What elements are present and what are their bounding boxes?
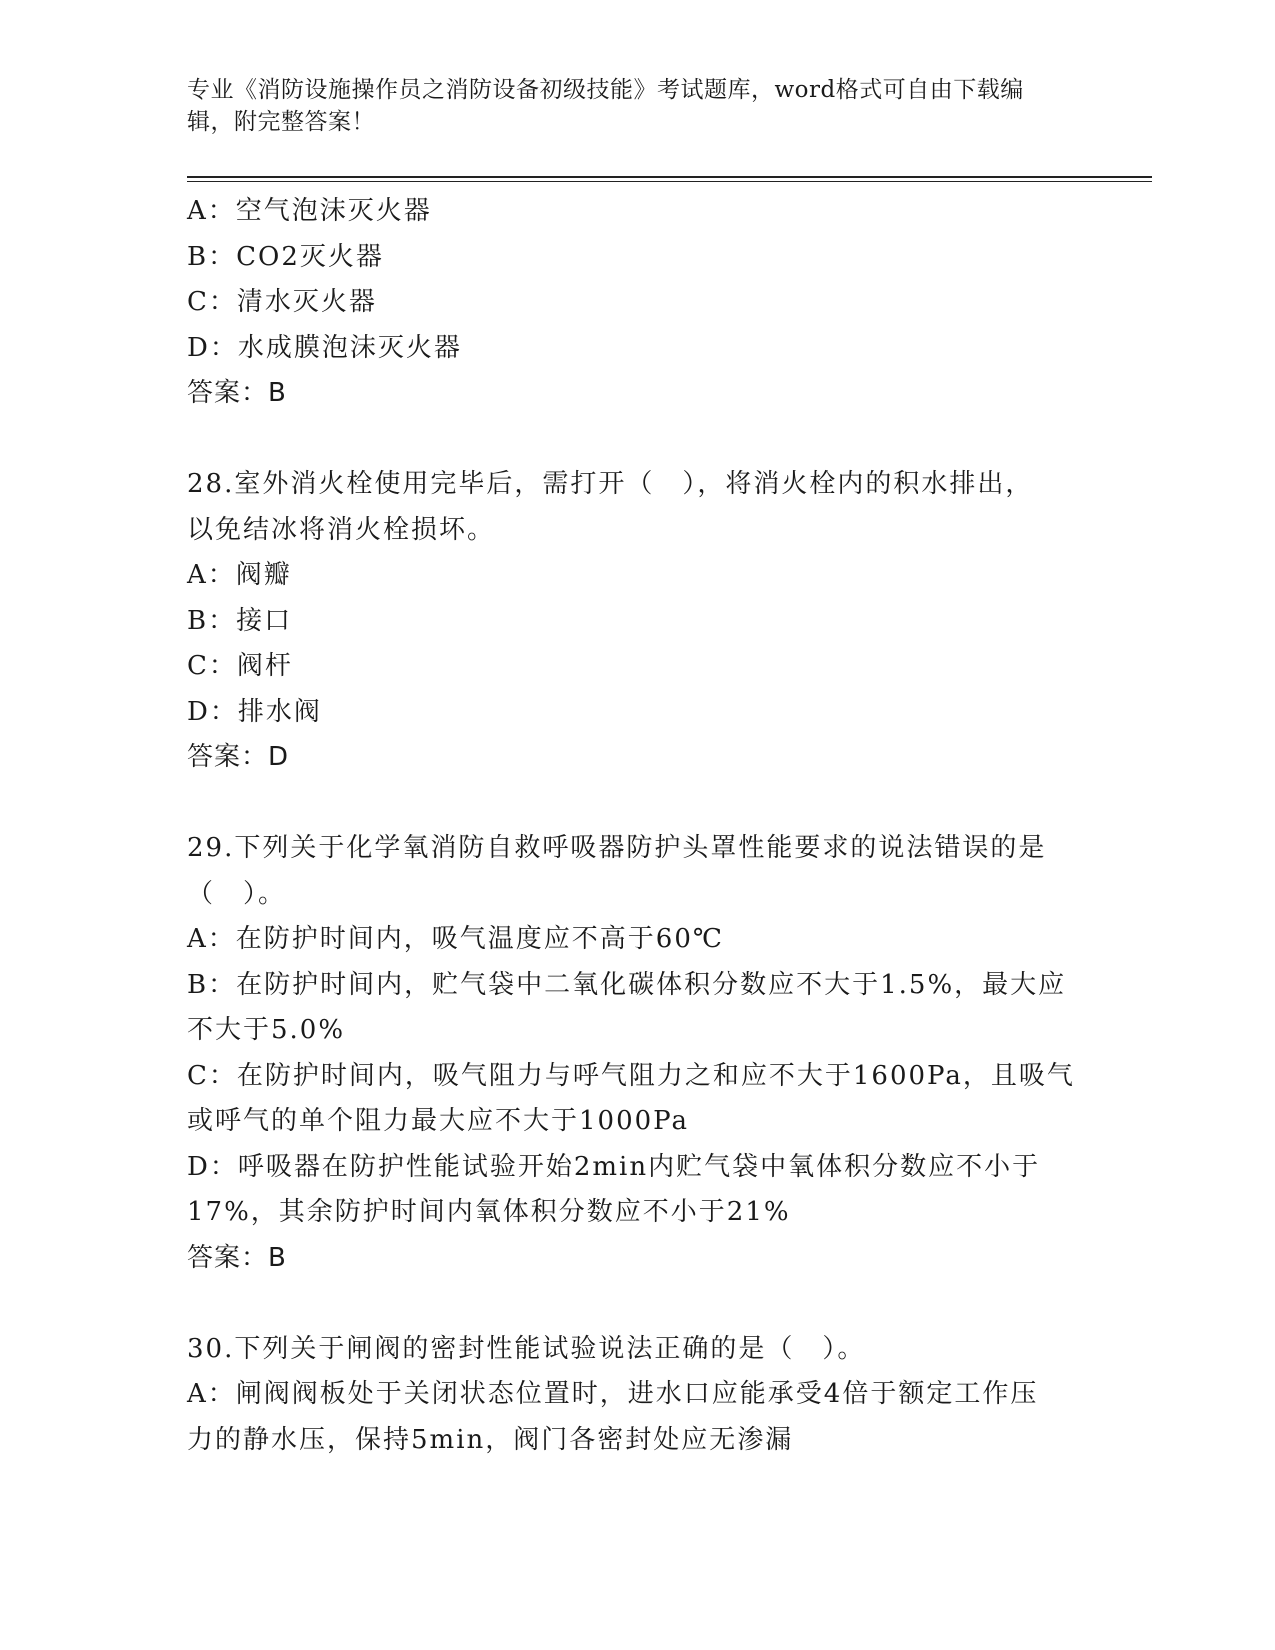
header-divider-thin <box>187 181 1152 182</box>
question-28 <box>187 462 1087 781</box>
option-c: C：阀杆 <box>187 651 293 681</box>
option-a: A：阀瓣 <box>187 560 292 590</box>
option-a-continued: 力的静水压，保持5min，阀门各密封处应无渗漏 <box>187 1424 794 1455</box>
option-d: D：排水阀 <box>187 696 322 727</box>
option-a: A：空气泡沫灭火器 <box>187 196 432 226</box>
option-d: D：水成膜泡沫灭火器 <box>187 332 462 363</box>
option-b: B：在防护时间内，贮气袋中二氧化碳体积分数应不大于1.5%，最大应 <box>187 969 1067 1000</box>
option-a: A：闸阀阀板处于关闭状态位置时，进水口应能承受4倍于额定工作压 <box>187 1379 1039 1409</box>
spacer <box>187 781 1087 827</box>
option-a: A：在防护时间内，吸气温度应不高于60℃ <box>187 924 724 954</box>
header-line-2: 辑，附完整答案！ <box>187 109 375 135</box>
option-b-continued: 不大于5.0% <box>187 1015 346 1045</box>
document-header <box>187 74 1067 138</box>
answer: 答案：D <box>187 742 290 772</box>
header-divider-thick <box>187 176 1152 178</box>
question-stem: 30.下列关于闸阀的密封性能试验说法正确的是（ ）。 <box>187 1333 866 1364</box>
question-stem: （ ）。 <box>187 878 287 909</box>
option-b: B：CO2灭火器 <box>187 241 384 272</box>
question-27 <box>187 189 1087 417</box>
question-stem: 28.室外消火栓使用完毕后，需打开（ ），将消火栓内的积水排出， <box>187 469 1034 499</box>
spacer <box>187 1281 1087 1327</box>
spacer <box>187 417 1087 463</box>
option-c: C：在防护时间内，吸气阻力与呼气阻力之和应不大于1600Pa，且吸气 <box>187 1060 1075 1091</box>
question-29 <box>187 826 1087 1281</box>
answer: 答案：B <box>187 1242 287 1273</box>
question-stem: 29.下列关于化学氧消防自救呼吸器防护头罩性能要求的说法错误的是 <box>187 833 1047 863</box>
answer: 答案：B <box>187 378 287 408</box>
header-line-1: 专业《消防设施操作员之消防设备初级技能》考试题库，word格式可自由下载编 <box>187 77 1024 103</box>
option-b: B：接口 <box>187 605 293 636</box>
option-d-continued: 17%，其余防护时间内氧体积分数应不小于21% <box>187 1197 791 1227</box>
option-c-continued: 或呼气的单个阻力最大应不大于1000Pa <box>187 1106 689 1136</box>
question-stem: 以免结冰将消火栓损坏。 <box>187 514 496 545</box>
question-30 <box>187 1327 1087 1464</box>
option-d: D：呼吸器在防护性能试验开始2min内贮气袋中氧体积分数应不小于 <box>187 1151 1041 1182</box>
question-list <box>187 189 1087 1463</box>
option-c: C：清水灭火器 <box>187 287 377 317</box>
